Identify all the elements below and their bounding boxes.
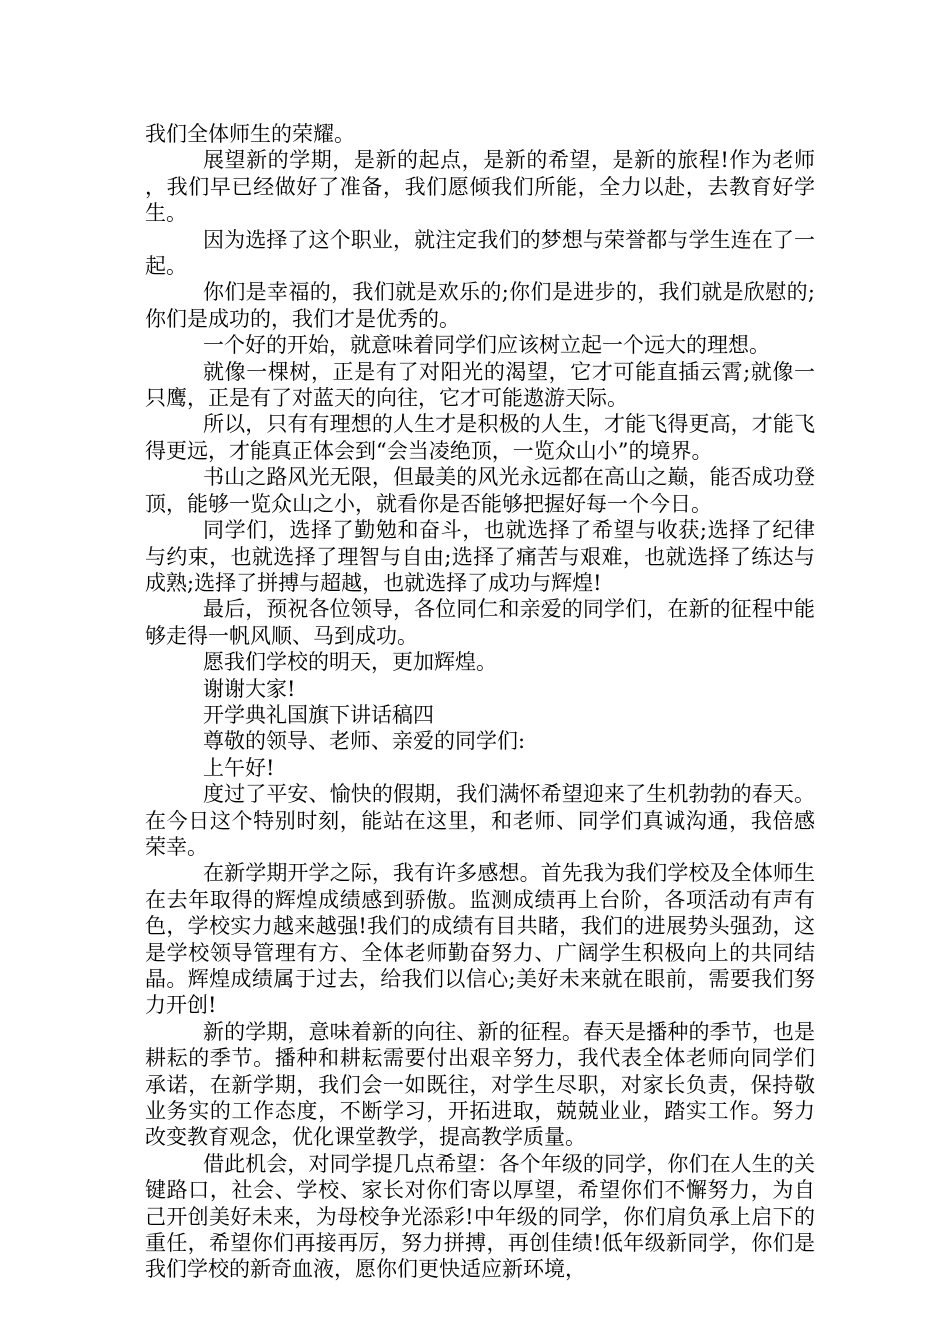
paragraph: 度过了平安、愉快的假期，我们满怀希望迎来了生机勃勃的春天。在今日这个特别时刻，能站在这里，和老师、同学们真诚沟通，我倍感荣幸。 (145, 782, 815, 859)
paragraph: 就像一棵树，正是有了对阳光的渴望，它才可能直插云霄;就像一只鹰，正是有了对蓝天的向往，它才可能遨游天际。 (145, 359, 815, 411)
document-body (145, 121, 815, 1283)
paragraph: 我们全体师生的荣耀。 (145, 122, 355, 146)
paragraph: 在新学期开学之际，我有许多感想。首先我为我们学校及全体师生在去年取得的辉煌成绩感到骄傲。监测成绩再上台阶，各项活动有声有色，学校实力越来越强!我们的成绩有目共睹，我们的进展势头强劲，这是学校领导管理有方、全体老师勤奋努力、广阔学生积极向上的共同结晶。辉煌成绩属于过去，给我们以信心;美好未来就在眼前，需要我们努力开创! (145, 861, 815, 1018)
paragraph: 最后，预祝各位领导，各位同仁和亲爱的同学们，在新的征程中能够走得一帆风顺、马到成功。 (145, 597, 815, 648)
paragraph: 你们是幸福的，我们就是欢乐的;你们是进步的，我们就是欣慰的;你们是成功的，我们才是优秀的。 (145, 280, 815, 331)
section-title: 开学典礼国旗下讲话稿四 (203, 702, 434, 727)
paragraph: 一个好的开始，就意味着同学们应该树立起一个远大的理想。 (203, 333, 770, 358)
greeting: 上午好! (203, 755, 275, 780)
paragraph: 所以，只有有理想的人生才是积极的人生，才能飞得更高，才能飞得更远，才能真正体会到“会当凌绝顶，一览众山小”的境界。 (145, 412, 815, 463)
paragraph: 同学们，选择了勤勉和奋斗，也就选择了希望与收获;选择了纪律与约束，也就选择了理智与自由;选择了痛苦与艰难，也就选择了练达与成熟;选择了拼搏与超越，也就选择了成功与辉煌! (145, 518, 815, 595)
paragraph: 书山之路风光无限，但最美的风光永远都在高山之巅，能否成功登顶，能够一览众山之小，就看你是否能够把握好每一个今日。 (145, 465, 815, 516)
salutation: 尊敬的领导、老师、亲爱的同学们: (203, 729, 526, 754)
paragraph: 愿我们学校的明天，更加辉煌。 (203, 650, 497, 675)
paragraph: 因为选择了这个职业，就注定我们的梦想与荣誉都与学生连在了一起。 (145, 227, 815, 279)
paragraph: 展望新的学期，是新的起点，是新的希望，是新的旅程!作为老师，我们早已经做好了准备，我们愿倾我们所能，全力以赴，去教育好学生。 (145, 148, 815, 226)
paragraph: 谢谢大家! (203, 676, 296, 701)
paragraph: 借此机会，对同学提几点希望：各个年级的同学，你们在人生的关键路口，社会、学校、家长对你们寄以厚望，希望你们不懈努力，为自己开创美好未来，为母校争光添彩!中年级的同学，你们肩负承上启下的重任，希望你们再接再厉，努力拼搏，再创佳绩!低年级新同学，你们是我们学校的新奇血液，愿你们更快适应新环境， (145, 1151, 815, 1282)
paragraph: 新的学期，意味着新的向往、新的征程。春天是播种的季节，也是耕耘的季节。播种和耕耘需要付出艰辛努力，我代表全体老师向同学们承诺，在新学期，我们会一如既往，对学生尽职，对家长负责，保持敬业务实的工作态度，不断学习，开拓进取，兢兢业业，踏实工作。努力改变教育观念，优化课堂教学，提高教学质量。 (145, 1019, 815, 1150)
